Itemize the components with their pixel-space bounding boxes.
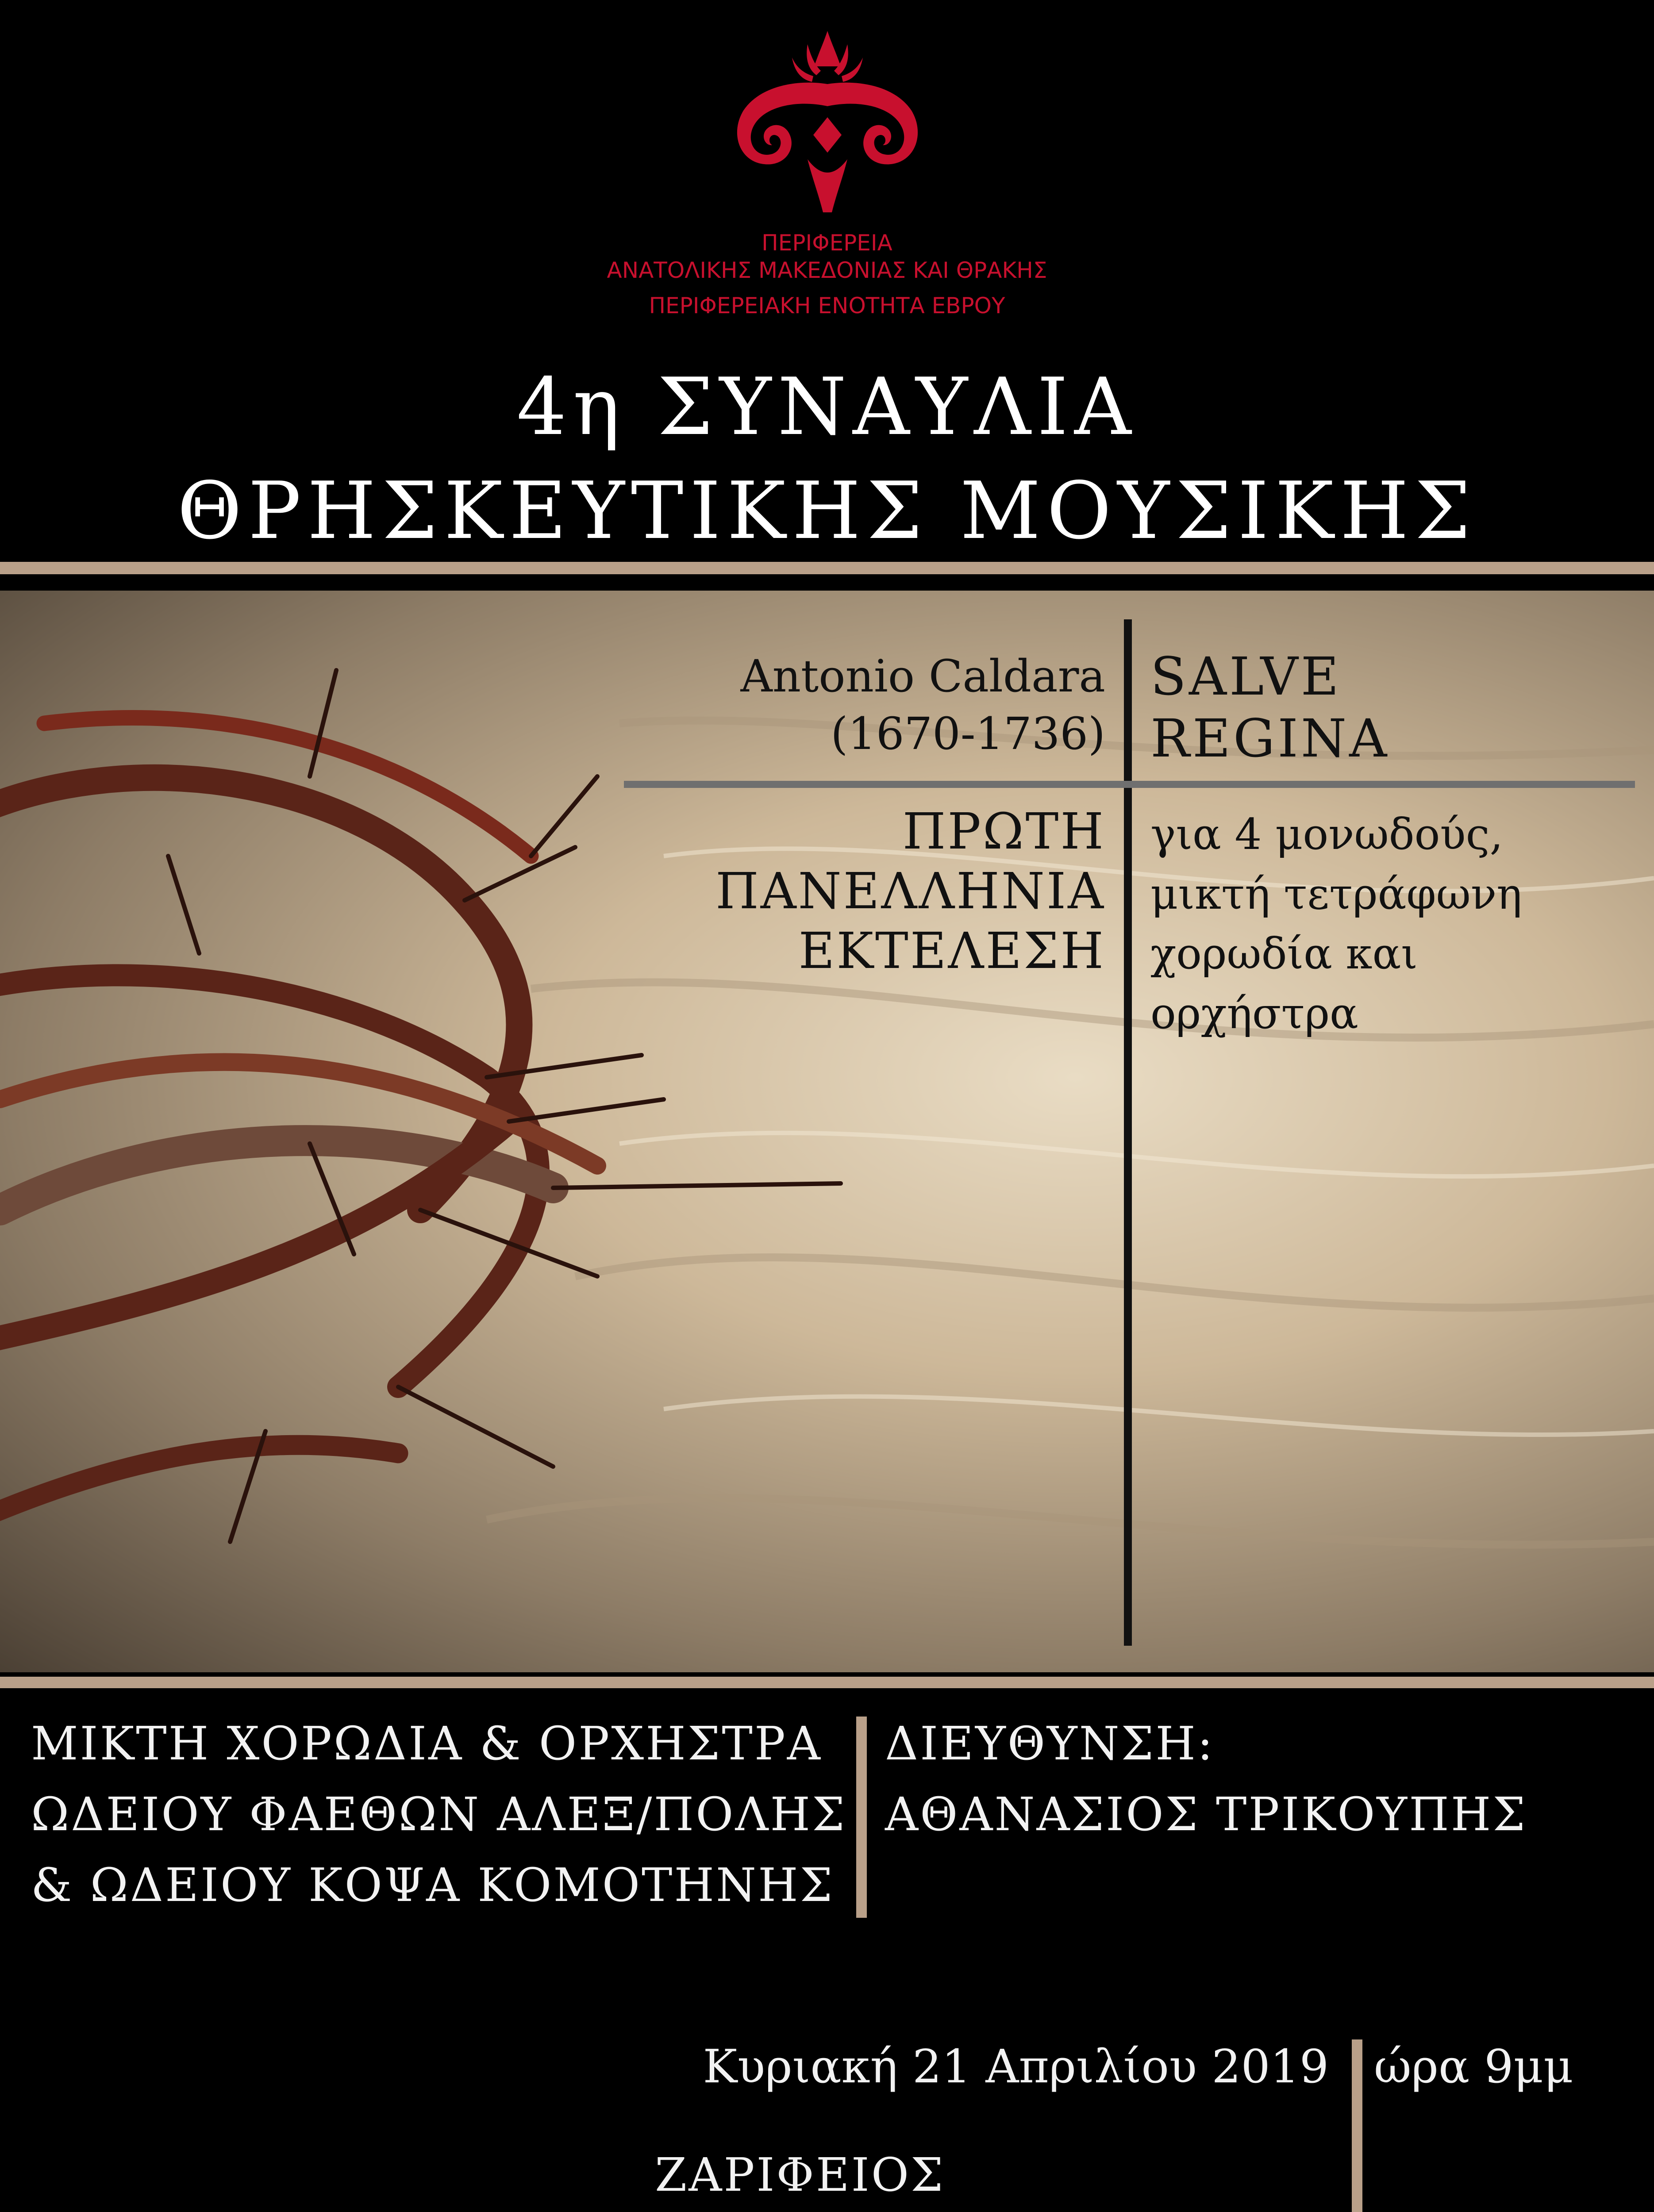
- composer-name: Antonio Caldara: [740, 650, 1105, 702]
- divider-tan-top: [0, 562, 1654, 574]
- performers-line-1: ΜΙΚΤΗ ΧΟΡΩΔΙΑ & ΟΡΧΗΣΤΡΑ: [31, 1717, 822, 1770]
- premiere-line-2: ΠΑΝΕΛΛΗΝΙΑ: [715, 863, 1105, 920]
- crown-of-thorns-photo: [0, 591, 1654, 1672]
- vertical-divider-performers: [856, 1717, 867, 1918]
- vertical-divider-event: [1352, 2039, 1362, 2212]
- performers-line-2: ΩΔΕΙΟΥ ΦΑΕΘΩΝ ΑΛΕΞ/ΠΟΛΗΣ: [31, 1787, 846, 1841]
- scoring-line-2: μικτή τετράφωνη: [1150, 869, 1522, 919]
- org-line-2: ΑΝΑΤΟΛΙΚΗΣ ΜΑΚΕΔΟΝΙΑΣ ΚΑΙ ΘΡΑΚΗΣ: [607, 257, 1047, 283]
- scoring-line-4: ορχήστρα: [1150, 989, 1358, 1038]
- premiere-line-1: ΠΡΩΤΗ: [902, 803, 1105, 860]
- horizontal-divider-work: [624, 781, 1635, 788]
- composer-years: (1670-1736): [831, 708, 1105, 760]
- venue-line-1: ΖΑΡΙΦΕΙΟΣ: [655, 2148, 945, 2202]
- premiere-line-3: ΕΚΤΕΛΕΣΗ: [798, 922, 1105, 980]
- conductor-label: ΔΙΕΥΘΥΝΣΗ:: [885, 1717, 1215, 1770]
- concert-title-line-2: ΘΡΗΣΚΕΥΤΙΚΗΣ ΜΟΥΣΙΚΗΣ: [177, 465, 1477, 557]
- divider-black-top: [0, 574, 1654, 591]
- event-date: Κυριακή 21 Απριλίου 2019: [703, 2039, 1329, 2093]
- concert-title-line-1: 4η ΣΥΝΑΥΛΙΑ: [516, 361, 1138, 453]
- org-line-3: ΠΕΡΙΦΕΡΕΙΑΚΗ ΕΝΟΤΗΤΑ ΕΒΡΟΥ: [649, 293, 1005, 319]
- vertical-divider-work: [1124, 619, 1132, 1646]
- org-line-1: ΠΕΡΙΦΕΡΕΙΑ: [762, 230, 892, 256]
- scoring-line-1: για 4 μονωδούς,: [1150, 810, 1504, 859]
- conductor-name: ΑΘΑΝΑΣΙΟΣ ΤΡΙΚΟΥΠΗΣ: [885, 1787, 1527, 1841]
- divider-tan-mid: [0, 1677, 1654, 1688]
- event-time: ώρα 9μμ: [1374, 2039, 1573, 2093]
- performers-line-3: & ΩΔΕΙΟΥ ΚΟΨΑ ΚΟΜΟΤΗΝΗΣ: [31, 1858, 835, 1912]
- scoring-line-3: χορωδία και: [1150, 929, 1418, 979]
- regional-logo-icon: [712, 27, 942, 221]
- work-title-line-1: SALVE: [1150, 646, 1342, 707]
- work-title-line-2: REGINA: [1150, 708, 1390, 769]
